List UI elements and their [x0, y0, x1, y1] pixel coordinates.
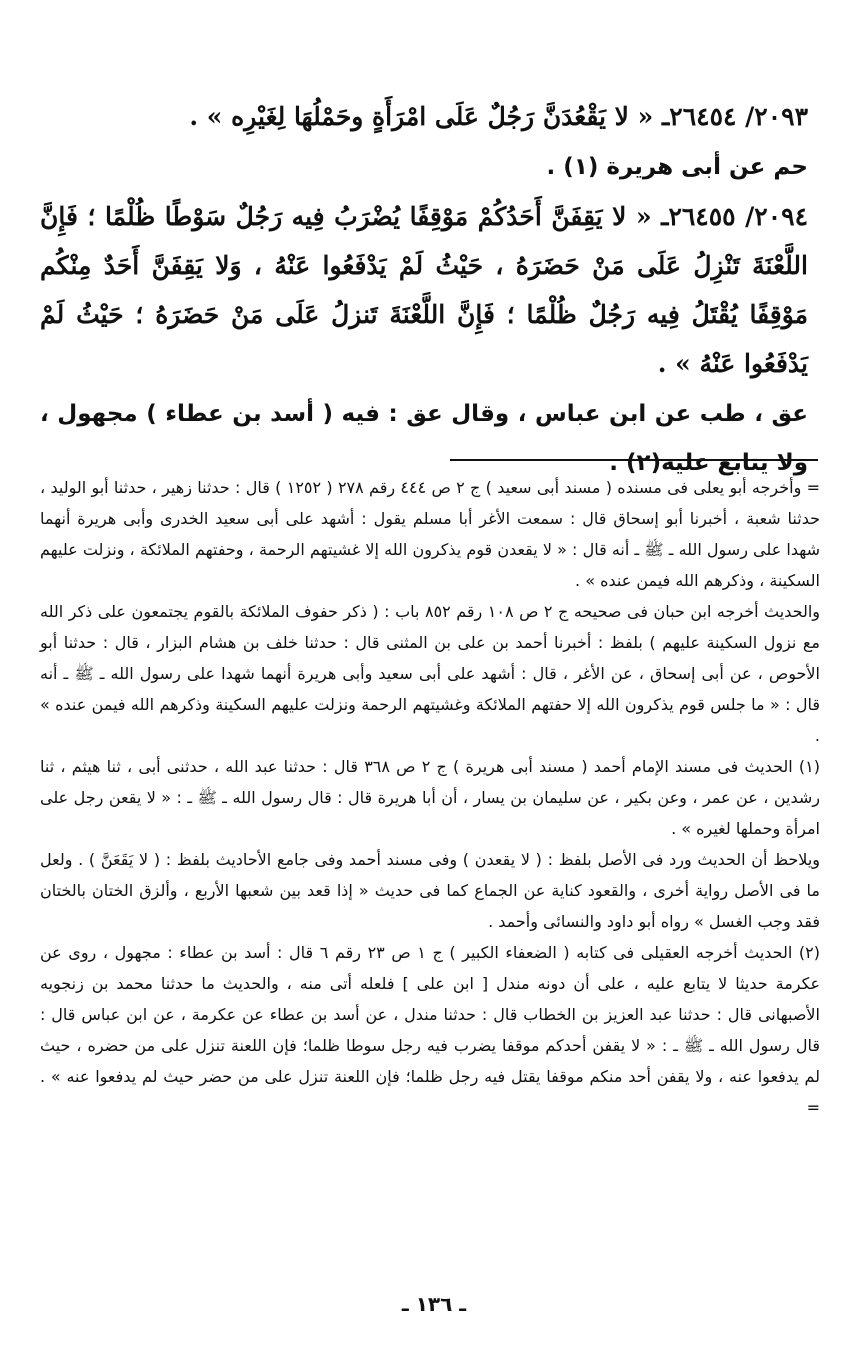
footnote-2: (٢) الحديث أخرجه العقيلى فى كتابه ( الضعفاء الكبير ) ج ١ ص ٢٣ رقم ٦ قال : أسد بن عطاء : مجهول ، روى عن عكرمة حديثا لا يتابع عليه ، على أن دونه مندل [ ابن على ] فلعله أتى منه ، والحديث ما حدثنا محمد بن زنجويه الأصبهانى قال : حدثنا عبد العزيز بن الخطاب قال : حدثنا مندل ، عن أسد بن عطاء عن عكرمة ، عن ابن عباس قال : قال رسول الله ـ ﷺ ـ : « لا يقفن أحدكم موقفا يضرب فيه رجل سوطا ظلما؛ فإن اللعنة تنزل على من حضره ، حيث لم يدفعوا عنه ، ولا يقفن أحد منكم موقفا يقتل فيه رجل ظلما؛ فإن اللعنة تنزل على من حضر حيث لم يدفعوا عنه » . = — [40, 943, 821, 1117]
footnote-continuation-abu-yala: = وأخرجه أبو يعلى فى مسنده ( مسند أبى سعيد ) ج ٢ ص ٤٤٤ رقم ٢٧٨ ( ١٢٥٢ ) قال : حدثنا زهير ، حدثنا أبو الوليد ، حدثنا شعبة ، أخبرنا أبو إسحاق قال : سمعت الأغر أبا مسلم يقول : أشهد على أبى سعيد الخدرى وأبى هريرة أنهما شهدا على رسول الله ـ ﷺ ـ أنه قال : « لا يقعدن قوم يذكرون الله إلا غشيتهم الرحمة ، وحفتهم الملائكة ، ونزلت عليهم السكينة ، وذكرهم الله فيمن عنده » . — [40, 478, 820, 590]
hadith-2094-source: عق ، طب عن ابن عباس ، وقال عق : فيه ( أسد بن عطاء ) مجهول ، ولا يتابع عليه(٢) . — [40, 401, 808, 476]
hadith-2093-text: ٢٠٩٣/ ٢٦٤٥٤ـ « لا يَقْعُدَنَّ رَجُلٌ عَلَى امْرَأَةٍ وحَمْلُهَا لِغَيْرِه » . — [189, 102, 808, 131]
hadith-2094-text: ٢٠٩٤/ ٢٦٤٥٥ـ « لا يَقِفَنَّ أَحَدُكُمْ مَوْقِفًا يُضْرَبُ فِيه رَجُلٌ سَوْطًا ظُلْمًا ؛ فَإِنَّ اللَّعْنَةَ تَنْزِلُ عَلَى مَنْ حَضَرَهُ ، حَيْثُ لَمْ يَدْفَعُوا عَنْهُ ، وَلا يَقِفَنَّ أَحَدٌ مِنْكُم مَوْقِفًا يُقْتَلُ فِيه رَجُلٌ ظُلْمًا ؛ فَإِنَّ اللَّعْنَةَ تَنزلُ عَلَى مَنْ حَضَرَهُ ؛ حَيْثُ لَمْ يَدْفَعُوا عَنْهُ » . — [40, 202, 808, 378]
hadith-2093-source: حم عن أبى هريرة (١) . — [546, 154, 808, 180]
page-number: ـ ١٣٦ ـ — [401, 1292, 467, 1316]
footnotes-section — [40, 472, 820, 1123]
footnote-1-remark: ويلاحظ أن الحديث ورد فى الأصل بلفظ : ( لا يقعدن ) وفى مسند أحمد وفى جامع الأحاديث بلفظ : ( لا يَقَعَنَّ ) . ولعل ما فى الأصل رواية أخرى ، والقعود كناية عن الجماع كما فى حديث « إذا قعد بين شعبها الأربع ، وألزق الختان بالختان فقد وجب الغسل » رواه أبو داود والنسائى وأحمد . — [40, 850, 820, 931]
hadith-section — [40, 92, 808, 488]
footnote-1: (١) الحديث فى مسند الإمام أحمد ( مسند أبى هريرة ) ج ٢ ص ٣٦٨ قال : حدثنا عبد الله ، حدثنى أبى ، ثنا هيثم ، ثنا رشدين ، عن عمر ، وعن بكير ، عن سليمان بن يسار ، أن أبا هريرة قال : قال رسول الله ـ ﷺ ـ : « لا يقعن رجل على امرأة وحملها لغيره » . — [40, 757, 820, 838]
footnote-divider — [450, 459, 818, 461]
footnote-ibn-hibban: والحديث أخرجه ابن حبان فى صحيحه ج ٢ ص ١٠٨ رقم ٨٥٢ باب : ( ذكر حفوف الملائكة بالقوم يجتمعون على ذكر الله مع نزول السكينة عليهم ) بلفظ : أخبرنا أحمد بن على بن المثنى قال : حدثنا خلف بن هشام البزار ، قال : حدثنا أبو الأحوص ، عن أبى إسحاق ، عن الأغر ، قال : أشهد على أبى سعيد وأبى هريرة أنهما شهدا على رسول الله ـ ﷺ ـ أنه قال : « ما جلس قوم يذكرون الله إلا حفتهم الملائكة وغشيتهم الرحمة ونزلت عليهم السكينة وذكرهم الله فيمن عنده » . — [40, 602, 820, 745]
